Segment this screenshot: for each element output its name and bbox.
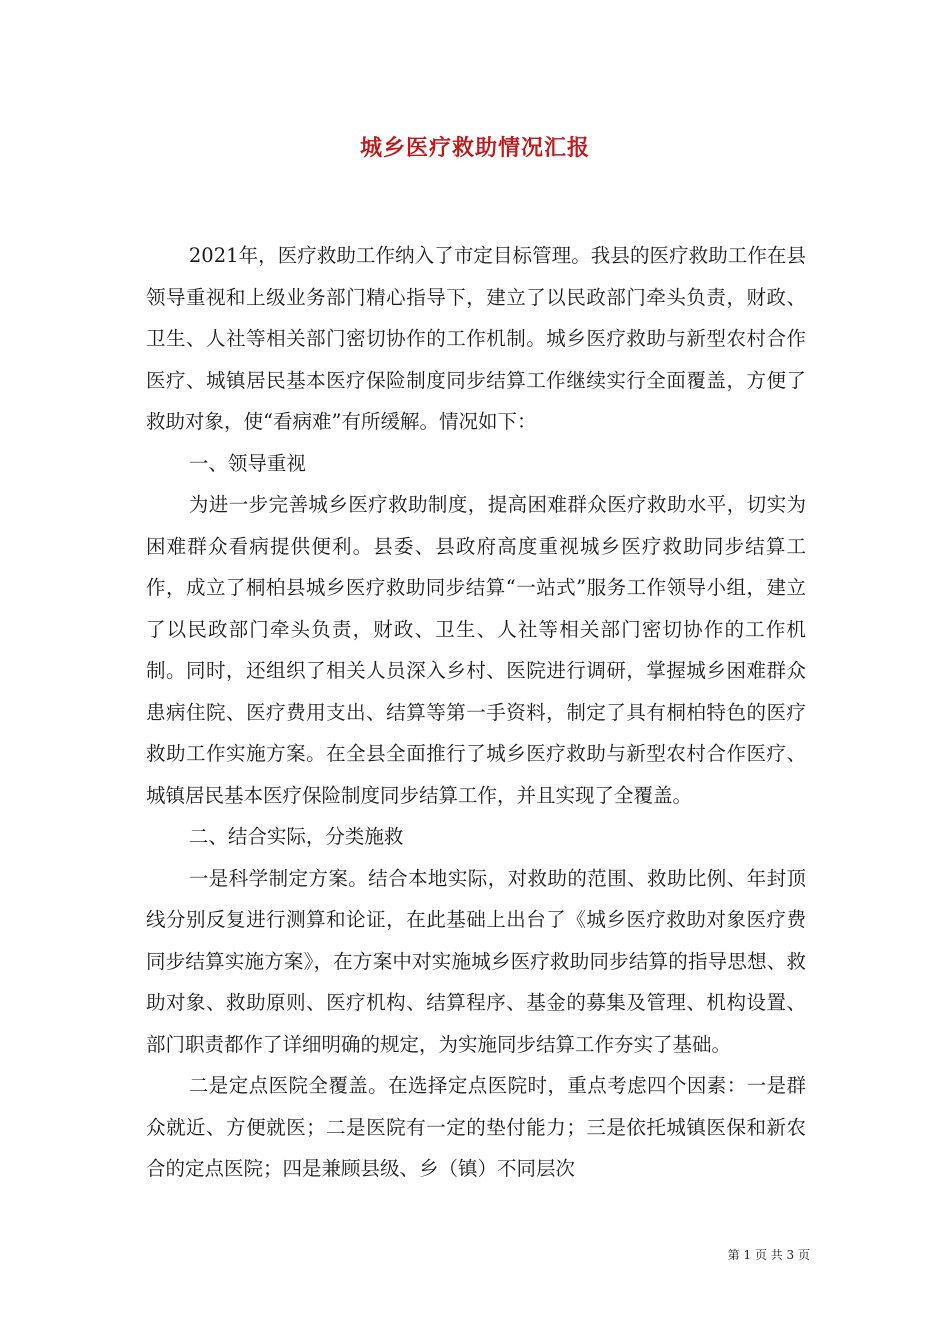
page-number: 第 1 页 共 3 页 bbox=[727, 1248, 810, 1262]
paragraph-hospitals: 二是定点医院全覆盖。在选择定点医院时，重点考虑四个因素：一是群众就近、方便就医；二是医院有一定的垫付能力；三是依托城镇医保和新农合的定点医院；四是兼顾县级、乡（镇）不同层次 bbox=[146, 1074, 806, 1180]
paragraph-plan: 一是科学制定方案。结合本地实际，对救助的范围、救助比例、年封顶线分别反复进行测算和论证，在此基础上出台了《城乡医疗救助对象医疗费同步结算实施方案》，在方案中对实施城乡医疗救助同步结算的指导思想、救助对象、救助原则、医疗机构、结算程序、基金的募集及管理、机构设置、部门职责都作了详细明确的规定，为实施同步结算工作夯实了基础。 bbox=[146, 866, 806, 1056]
section-heading-2: 二、结合实际，分类施救 bbox=[188, 825, 404, 848]
section-heading-1: 一、领导重视 bbox=[188, 451, 306, 475]
document-title: 城乡医疗救助情况汇报 bbox=[359, 135, 590, 161]
paragraph-leadership: 为进一步完善城乡医疗救助制度，提高困难群众医疗救助水平，切实为困难群众看病提供便利。县委、县政府高度重视城乡医疗救助同步结算工作，成立了桐柏县城乡医疗救助同步结算“一站式”服务工作领导小组，建立了以民政部门牵头负责，财政、卫生、人社等相关部门密切协作的工作机制。同时，还组织了相关人员深入乡村、医院进行调研，掌握城乡困难群众患病住院、医疗费用支出、结算等第一手资料，制定了具有桐柏特色的医疗救助工作实施方案。在全县全面推行了城乡医疗救助与新型农村合作医疗、城镇居民基本医疗保险制度同步结算工作，并且实现了全覆盖。 bbox=[146, 493, 806, 807]
paragraph-intro: 2021年，医疗救助工作纳入了市定目标管理。我县的医疗救助工作在县领导重视和上级业务部门精心指导下，建立了以民政部门牵头负责，财政、卫生、人社等相关部门密切协作的工作机制。城乡医疗救助与新型农村合作医疗、城镇居民基本医疗保险制度同步结算工作继续实行全面覆盖，方便了救助对象，使“看病难”有所缓解。情况如下： bbox=[146, 244, 806, 433]
document-body bbox=[146, 235, 806, 1190]
